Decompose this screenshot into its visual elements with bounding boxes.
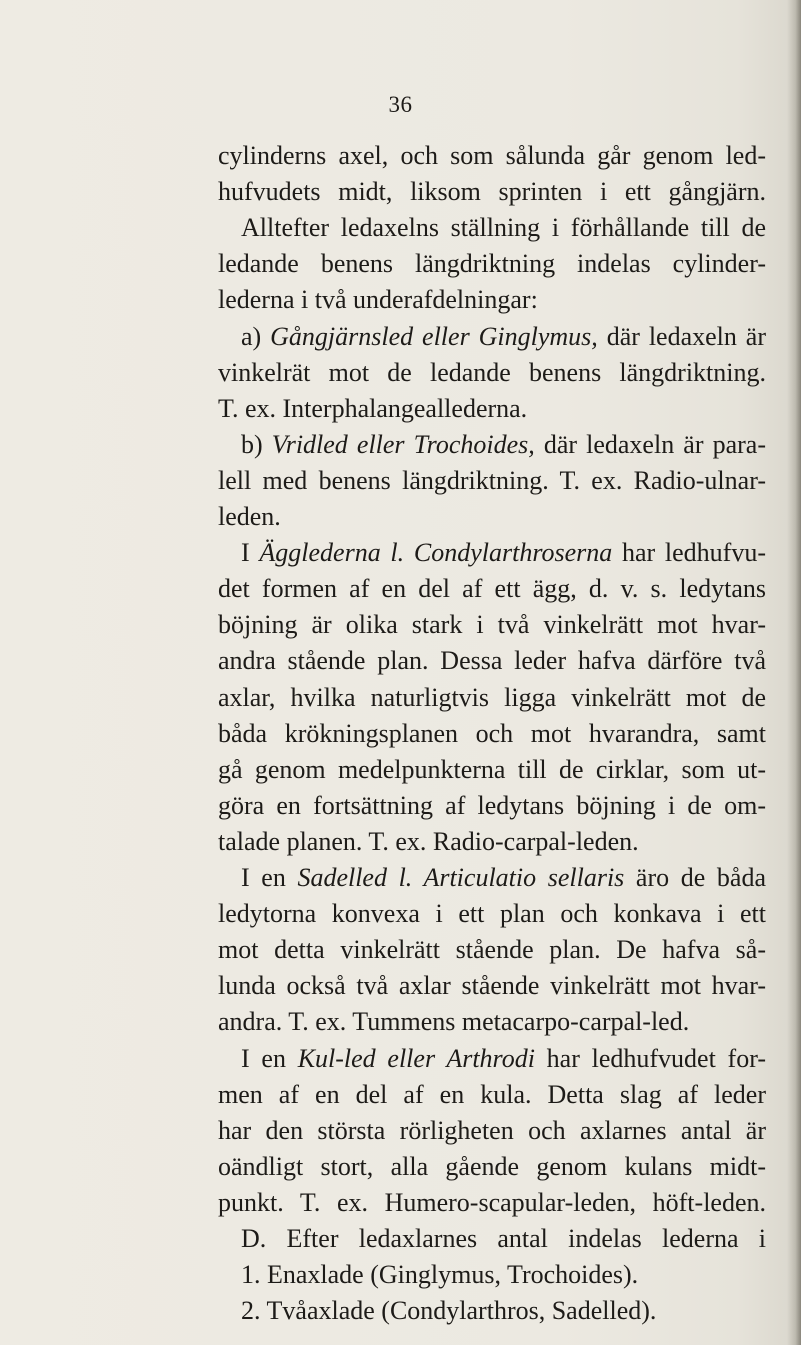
text-line: [241, 1041, 766, 1077]
text-segment: andra stående plan. Dessa leder hafva därföre två: [218, 646, 766, 676]
text-line: [218, 607, 766, 643]
text-segment: axlar, hvilka naturligtvis ligga vinkelrätt mot de: [218, 682, 766, 712]
text-line: [218, 1004, 766, 1040]
text-segment: men af en del af en kula. Detta slag af leder: [218, 1079, 766, 1109]
text-line: [218, 355, 766, 391]
text-segment: ledande benens längdriktning indelas cylinder-: [218, 249, 766, 279]
text-segment: punkt. T. ex. Humero-scapular-leden, höft-leden.: [218, 1187, 766, 1217]
text-segment: där ledaxeln är: [597, 321, 767, 351]
text-line: [218, 896, 766, 932]
text-line: [218, 571, 766, 607]
text-segment: hufvudets midt, liksom sprinten i ett gångjärn.: [218, 177, 766, 207]
text-segment: har ledhufvu-: [612, 538, 767, 568]
text-segment: ledytorna konvexa i ett plan och konkava i ett: [218, 899, 766, 929]
italic-term: Vridled eller Trochoides,: [271, 429, 535, 459]
text-segment: göra en fortsättning af ledytans böjning i de om-: [218, 790, 766, 820]
text-segment: I: [241, 538, 260, 568]
text-segment: gå genom medelpunkterna till de cirklar, som ut-: [218, 754, 766, 784]
text-line: [218, 716, 766, 752]
text-line: [218, 824, 766, 860]
text-segment: andra. T. ex. Tummens metacarpo-carpal-led.: [218, 1007, 690, 1037]
text-segment: där ledaxeln är para-: [534, 429, 766, 459]
text-segment: det formen af en del af ett ägg, d. v. s. ledytans: [218, 574, 766, 604]
text-line: [218, 1185, 766, 1221]
text-segment: lell med benens längdriktning. T. ex. Radio-ulnar-: [218, 465, 766, 495]
text-segment: mot detta vinkelrätt stående plan. De hafva så-: [218, 935, 766, 965]
text-segment: böjning är olika stark i två vinkelrätt mot hvar-: [218, 610, 766, 640]
page-number: 36: [388, 92, 413, 117]
text-segment: båda krökningsplanen och mot hvarandra, samt: [218, 718, 766, 748]
text-segment: lunda också två axlar stående vinkelrätt mot hvar-: [218, 971, 766, 1001]
text-segment: 1. Enaxlade (Ginglymus, Trochoides).: [241, 1260, 639, 1290]
text-line: [241, 319, 766, 355]
text-line: [218, 1149, 766, 1185]
italic-term: Ägglederna l. Condylarthroserna: [259, 538, 613, 568]
text-segment: lederna i två underafdelningar:: [218, 285, 538, 315]
text-line: [241, 427, 766, 463]
page-edge-shadow: [787, 0, 801, 1345]
text-line: [241, 1257, 766, 1293]
text-line: [218, 932, 766, 968]
text-line: [218, 680, 766, 716]
text-segment: äro de båda: [624, 863, 766, 892]
text-line: [218, 463, 766, 499]
text-line: [218, 391, 766, 427]
text-segment: cylinderns axel, och som sålunda går genom led-: [218, 141, 766, 170]
text-line: [218, 752, 766, 788]
text-segment: talade planen. T. ex. Radio-carpal-leden.: [218, 826, 639, 856]
text-segment: 2. Tvåaxlade (Condylarthros, Sadelled).: [241, 1296, 657, 1326]
text-line: [241, 860, 766, 896]
text-line: [241, 1221, 766, 1257]
text-line: [218, 788, 766, 824]
italic-term: Sadelled l. Articulatio sellaris: [297, 863, 625, 892]
text-line: [218, 968, 766, 1004]
text-line: [218, 174, 766, 210]
text-segment: D. Efter ledaxlarnes antal indelas lederna i: [241, 1224, 766, 1253]
text-segment: har ledhufvudet for-: [534, 1043, 766, 1073]
text-segment: vinkelrät mot de ledande benens längdriktning.: [218, 357, 766, 387]
text-segment: I en: [241, 863, 298, 892]
text-line: [241, 210, 766, 246]
text-line: [218, 138, 766, 174]
italic-term: Gångjärnsled eller Ginglymus,: [270, 321, 598, 351]
italic-term: Kul-led eller Arthrodi: [297, 1043, 535, 1073]
text-line: [218, 1077, 766, 1113]
text-segment: Alltefter ledaxelns ställning i förhållande till de: [241, 213, 766, 243]
text-line: [218, 643, 766, 679]
text-segment: b): [241, 429, 272, 459]
text-segment: I en: [241, 1043, 298, 1073]
text-line: [218, 246, 766, 282]
text-segment: T. ex. Interphalangeallederna.: [218, 393, 528, 423]
text-line: [241, 1293, 766, 1329]
text-segment: oändligt stort, alla gående genom kulans midt-: [218, 1151, 766, 1181]
text-segment: leden.: [218, 502, 281, 531]
text-line: [241, 535, 766, 571]
text-line: [218, 1113, 766, 1149]
text-segment: har den största rörligheten och axlarnes antal är: [218, 1115, 766, 1145]
text-line: [218, 499, 766, 535]
text-line: [218, 282, 766, 318]
text-segment: a): [241, 321, 271, 351]
